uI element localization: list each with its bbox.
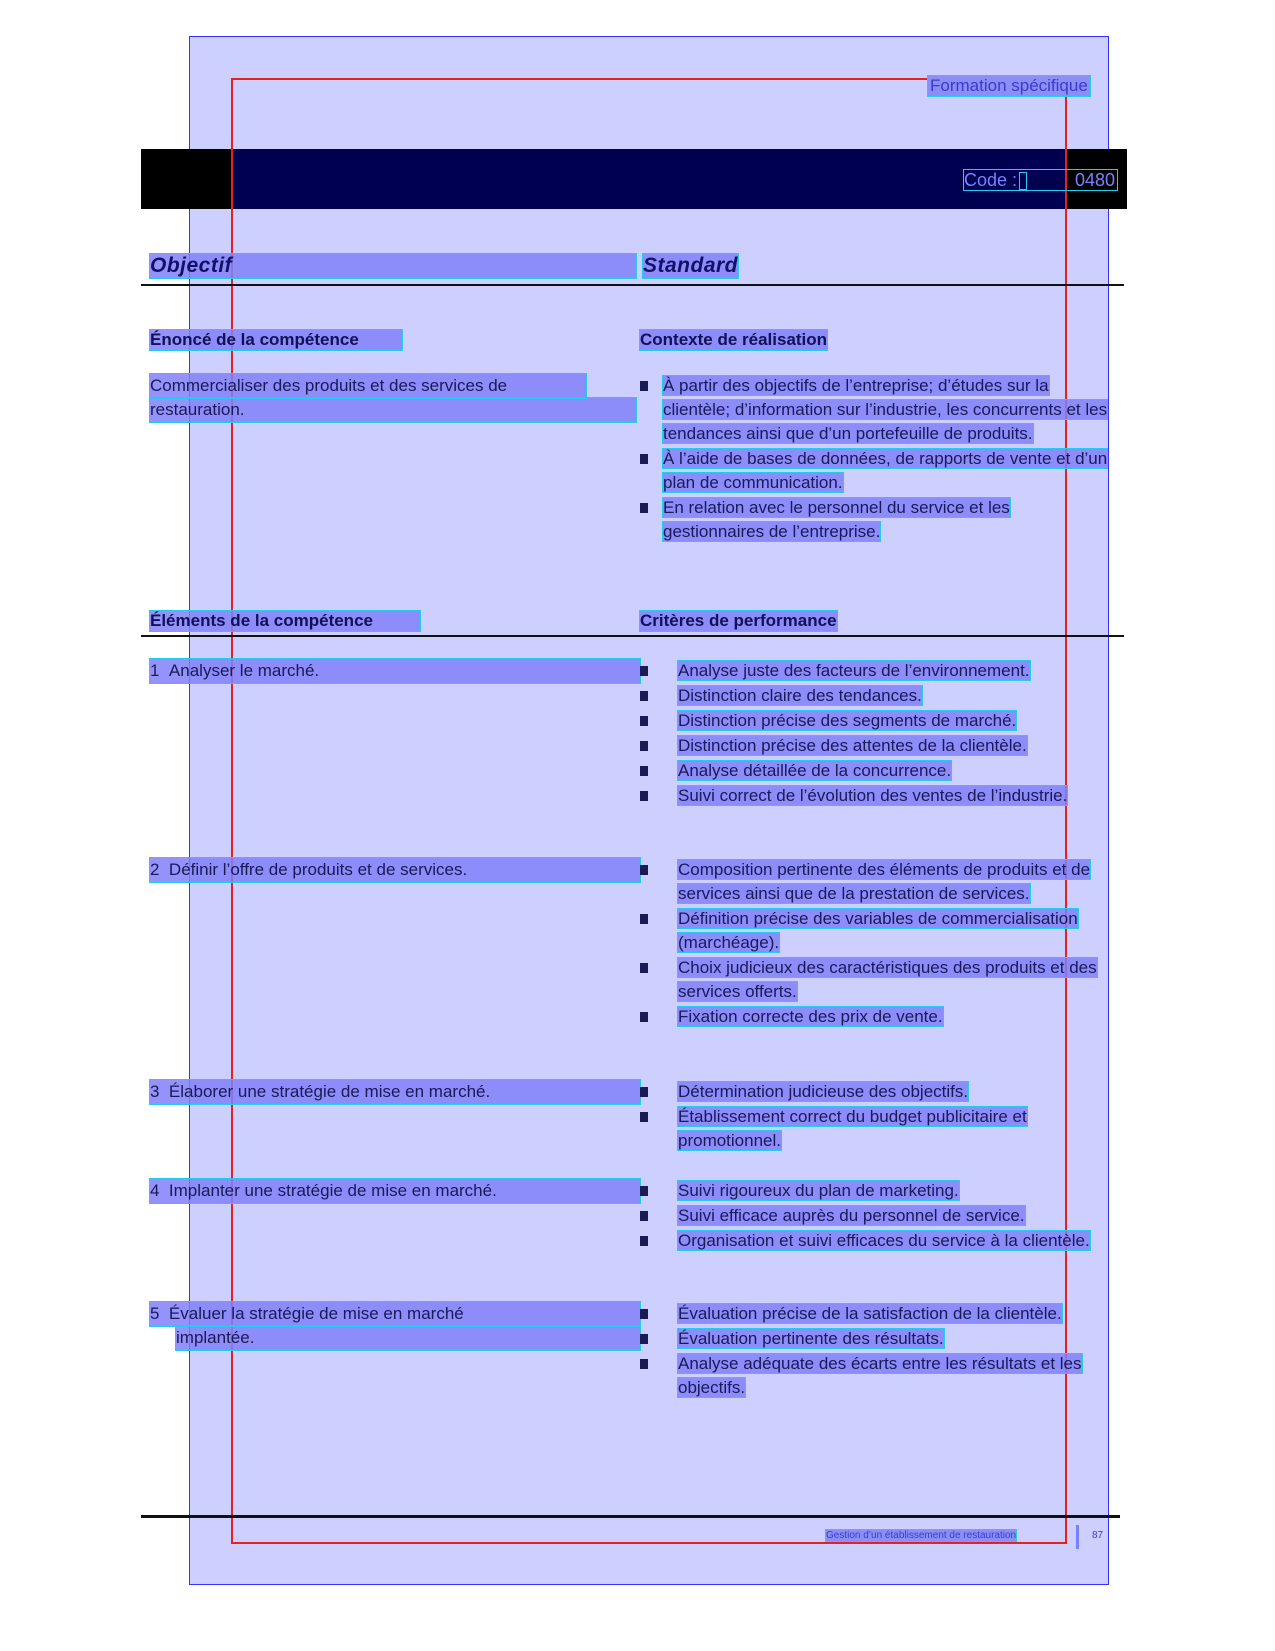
- bullet-icon: [640, 741, 648, 751]
- criterion-item: Distinction claire des tendances.: [640, 684, 1110, 708]
- bullet-icon: [640, 914, 648, 924]
- criterion-item: Distinction précise des attentes de la clientèle.: [640, 734, 1110, 758]
- page-number: 87: [1092, 1530, 1104, 1541]
- bullet-icon: [640, 716, 648, 726]
- enonce-line-1: Commercialiser des produits et des services de: [150, 374, 586, 398]
- bullet-icon: [640, 503, 648, 513]
- formation-label: Formation spécifique: [930, 76, 1088, 95]
- element-5-line-1: 5 Évaluer la stratégie de mise en marché: [150, 1302, 640, 1326]
- bullet-icon: [640, 791, 648, 801]
- footer-title: Gestion d’un établissement de restauration: [826, 1530, 1017, 1541]
- criterion-item: Suivi rigoureux du plan de marketing.: [640, 1179, 1110, 1203]
- enonce-text: [150, 374, 636, 422]
- criterion-item: Évaluation précise de la satisfaction de la clientèle.: [640, 1302, 1110, 1326]
- contexte-item: En relation avec le personnel du service et les gestionnaires de l’entreprise.: [640, 496, 1110, 544]
- heading-contexte: Contexte de réalisation: [640, 330, 828, 349]
- bullet-icon: [640, 666, 648, 676]
- heading-elements: Éléments de la compétence: [150, 611, 420, 631]
- bullet-icon: [640, 963, 648, 973]
- element-5-line-2: implantée.: [176, 1326, 640, 1350]
- bullet-icon: [640, 1309, 648, 1319]
- criterion-item: Choix judicieux des caractéristiques des produits et des services offerts.: [640, 956, 1110, 1004]
- criterion-item: Suivi efficace auprès du personnel de service.: [640, 1204, 1110, 1228]
- code-separator: [1019, 172, 1027, 190]
- bullet-icon: [640, 1334, 648, 1344]
- contexte-list: [640, 374, 1110, 545]
- criteria-list-5: [640, 1302, 1110, 1401]
- element-number: 5: [150, 1304, 160, 1323]
- element-1: [150, 659, 640, 683]
- criteria-list-1: [640, 659, 1110, 809]
- element-number: 4: [150, 1181, 160, 1200]
- code-value: 0480: [1074, 170, 1115, 190]
- footer-rule: [141, 1515, 1120, 1518]
- criterion-item: Définition précise des variables de commercialisation (marchéage).: [640, 907, 1110, 955]
- criterion-item: Fixation correcte des prix de vente.: [640, 1005, 1110, 1029]
- bullet-icon: [640, 1012, 648, 1022]
- criterion-item: Organisation et suivi efficaces du service à la clientèle.: [640, 1229, 1110, 1253]
- criterion-item: Détermination judicieuse des objectifs.: [640, 1080, 1110, 1104]
- contexte-item: À l’aide de bases de données, de rapports de vente et d’un plan de communication.: [640, 447, 1110, 495]
- element-number: 2: [150, 860, 160, 879]
- element-3: [150, 1080, 640, 1104]
- bullet-icon: [640, 865, 648, 875]
- criterion-item: Suivi correct de l’évolution des ventes de l’industrie.: [640, 784, 1110, 808]
- rule-elements: [141, 635, 1124, 637]
- element-5: [150, 1302, 640, 1350]
- bullet-icon: [640, 381, 648, 391]
- heading-standard: Standard: [643, 254, 739, 277]
- bullet-icon: [640, 454, 648, 464]
- bullet-icon: [640, 1211, 648, 1221]
- footer-divider: [1076, 1525, 1079, 1549]
- code-label: Code :: [964, 170, 1018, 190]
- bullet-icon: [640, 691, 648, 701]
- criterion-item: Analyse détaillée de la concurrence.: [640, 759, 1110, 783]
- criterion-item: Analyse adéquate des écarts entre les résultats et les objectifs.: [640, 1352, 1110, 1400]
- element-2: [150, 858, 640, 882]
- heading-criteres: Critères de performance: [640, 611, 837, 630]
- bullet-icon: [640, 1236, 648, 1246]
- code-field: [964, 170, 1117, 190]
- criterion-item: Évaluation pertinente des résultats.: [640, 1327, 1110, 1351]
- element-number: 1: [150, 661, 160, 680]
- bullet-icon: [640, 1087, 648, 1097]
- contexte-item: À partir des objectifs de l’entreprise; d’études sur la clientèle; d’information sur l’industrie, les concurrents et les tendances ainsi que d’un portefeuille de produits.: [640, 374, 1110, 446]
- criterion-item: Établissement correct du budget publicitaire et promotionnel.: [640, 1105, 1110, 1153]
- bullet-icon: [640, 1186, 648, 1196]
- heading-objectif: Objectif: [150, 254, 636, 278]
- bullet-icon: [640, 1359, 648, 1369]
- criterion-item: Distinction précise des segments de marché.: [640, 709, 1110, 733]
- element-4-line: 4 Implanter une stratégie de mise en marché.: [150, 1179, 640, 1203]
- rule-top: [141, 284, 1124, 286]
- criteria-list-2: [640, 858, 1110, 1030]
- criteria-list-4: [640, 1179, 1110, 1254]
- element-3-line: 3 Élaborer une stratégie de mise en marché.: [150, 1080, 640, 1104]
- element-4: [150, 1179, 640, 1203]
- enonce-line-2: restauration.: [150, 398, 636, 422]
- bullet-icon: [640, 1112, 648, 1122]
- criteria-list-3: [640, 1080, 1110, 1154]
- element-number: 3: [150, 1082, 160, 1101]
- heading-enonce: Énoncé de la compétence: [150, 330, 402, 350]
- criterion-item: Composition pertinente des éléments de produits et de services ainsi que de la prestation de services.: [640, 858, 1110, 906]
- element-1-line: 1 Analyser le marché.: [150, 659, 640, 683]
- criterion-item: Analyse juste des facteurs de l’environnement.: [640, 659, 1110, 683]
- bullet-icon: [640, 766, 648, 776]
- element-2-line: 2 Définir l’offre de produits et de services.: [150, 858, 640, 882]
